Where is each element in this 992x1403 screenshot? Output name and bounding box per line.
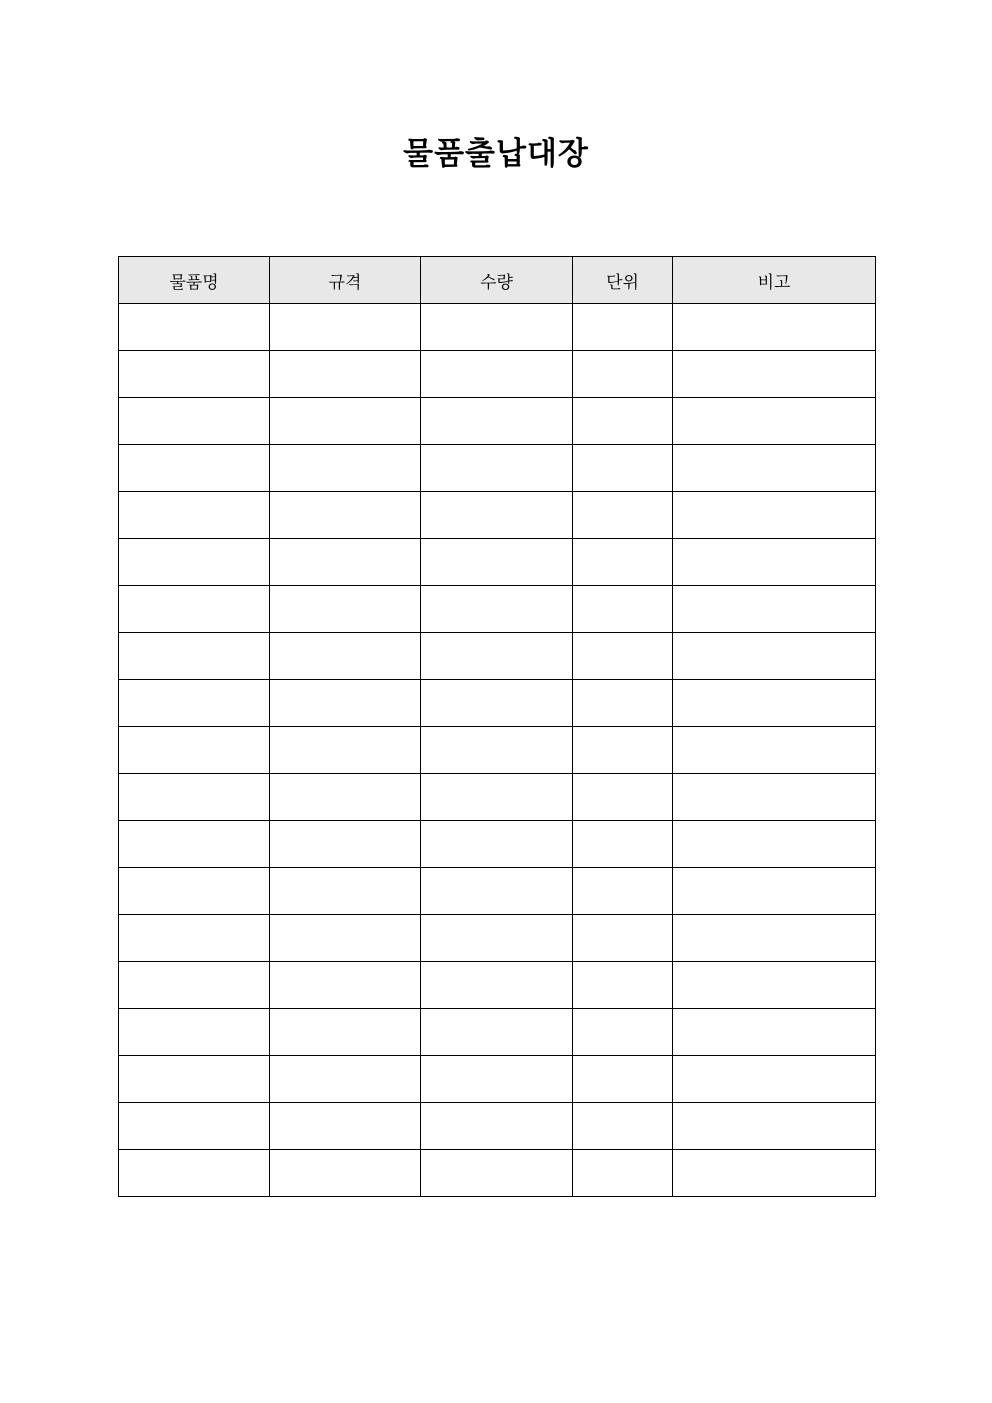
cell-quantity[interactable] [421, 1056, 573, 1103]
cell-spec[interactable] [270, 680, 421, 727]
table-row [119, 1056, 876, 1103]
cell-spec[interactable] [270, 351, 421, 398]
cell-spec[interactable] [270, 492, 421, 539]
cell-remarks[interactable] [673, 774, 876, 821]
cell-item-name[interactable] [119, 821, 270, 868]
cell-spec[interactable] [270, 445, 421, 492]
cell-unit[interactable] [573, 1103, 673, 1150]
cell-quantity[interactable] [421, 962, 573, 1009]
cell-unit[interactable] [573, 539, 673, 586]
cell-remarks[interactable] [673, 962, 876, 1009]
cell-unit[interactable] [573, 774, 673, 821]
column-header-quantity: 수량 [421, 257, 573, 304]
cell-quantity[interactable] [421, 445, 573, 492]
cell-spec[interactable] [270, 1103, 421, 1150]
page-title: 물품출납대장 [403, 136, 589, 172]
cell-unit[interactable] [573, 868, 673, 915]
cell-unit[interactable] [573, 915, 673, 962]
cell-remarks[interactable] [673, 868, 876, 915]
cell-quantity[interactable] [421, 868, 573, 915]
table-row [119, 492, 876, 539]
cell-spec[interactable] [270, 633, 421, 680]
table-row [119, 351, 876, 398]
cell-quantity[interactable] [421, 774, 573, 821]
cell-item-name[interactable] [119, 915, 270, 962]
cell-item-name[interactable] [119, 445, 270, 492]
cell-item-name[interactable] [119, 1150, 270, 1197]
column-header-remarks: 비고 [673, 257, 876, 304]
cell-remarks[interactable] [673, 633, 876, 680]
header-row [119, 257, 876, 304]
cell-unit[interactable] [573, 398, 673, 445]
cell-quantity[interactable] [421, 680, 573, 727]
cell-spec[interactable] [270, 1056, 421, 1103]
column-header-item-name: 물품명 [119, 257, 270, 304]
cell-spec[interactable] [270, 1150, 421, 1197]
table-row [119, 445, 876, 492]
cell-item-name[interactable] [119, 351, 270, 398]
cell-unit[interactable] [573, 492, 673, 539]
table-row [119, 774, 876, 821]
cell-item-name[interactable] [119, 868, 270, 915]
cell-unit[interactable] [573, 1056, 673, 1103]
cell-remarks[interactable] [673, 351, 876, 398]
cell-unit[interactable] [573, 351, 673, 398]
cell-remarks[interactable] [673, 445, 876, 492]
cell-item-name[interactable] [119, 1009, 270, 1056]
cell-item-name[interactable] [119, 774, 270, 821]
cell-remarks[interactable] [673, 492, 876, 539]
table-row [119, 680, 876, 727]
cell-spec[interactable] [270, 868, 421, 915]
cell-quantity[interactable] [421, 1103, 573, 1150]
cell-quantity[interactable] [421, 304, 573, 351]
cell-remarks[interactable] [673, 398, 876, 445]
cell-remarks[interactable] [673, 915, 876, 962]
cell-remarks[interactable] [673, 727, 876, 774]
cell-remarks[interactable] [673, 1150, 876, 1197]
cell-quantity[interactable] [421, 821, 573, 868]
cell-unit[interactable] [573, 727, 673, 774]
cell-quantity[interactable] [421, 351, 573, 398]
cell-spec[interactable] [270, 821, 421, 868]
cell-spec[interactable] [270, 962, 421, 1009]
cell-item-name[interactable] [119, 304, 270, 351]
table-row [119, 1009, 876, 1056]
cell-spec[interactable] [270, 586, 421, 633]
cell-unit[interactable] [573, 1009, 673, 1056]
cell-unit[interactable] [573, 821, 673, 868]
table-row [119, 821, 876, 868]
cell-remarks[interactable] [673, 1009, 876, 1056]
cell-quantity[interactable] [421, 492, 573, 539]
cell-remarks[interactable] [673, 539, 876, 586]
cell-item-name[interactable] [119, 680, 270, 727]
cell-remarks[interactable] [673, 304, 876, 351]
table-row [119, 915, 876, 962]
table-row [119, 539, 876, 586]
cell-unit[interactable] [573, 445, 673, 492]
cell-item-name[interactable] [119, 1056, 270, 1103]
table-row [119, 1150, 876, 1197]
cell-remarks[interactable] [673, 1103, 876, 1150]
cell-spec[interactable] [270, 539, 421, 586]
cell-item-name[interactable] [119, 1103, 270, 1150]
table-row [119, 398, 876, 445]
cell-item-name[interactable] [119, 962, 270, 1009]
cell-quantity[interactable] [421, 915, 573, 962]
table-row [119, 1103, 876, 1150]
table-row [119, 868, 876, 915]
cell-quantity[interactable] [421, 1150, 573, 1197]
cell-quantity[interactable] [421, 633, 573, 680]
cell-quantity[interactable] [421, 1009, 573, 1056]
cell-spec[interactable] [270, 1009, 421, 1056]
cell-spec[interactable] [270, 727, 421, 774]
table-row [119, 633, 876, 680]
ledger-body [119, 304, 876, 1197]
cell-spec[interactable] [270, 915, 421, 962]
column-header-spec: 규격 [270, 257, 421, 304]
cell-item-name[interactable] [119, 633, 270, 680]
cell-quantity[interactable] [421, 539, 573, 586]
ledger-table [118, 256, 876, 1197]
cell-spec[interactable] [270, 398, 421, 445]
cell-item-name[interactable] [119, 492, 270, 539]
cell-quantity[interactable] [421, 586, 573, 633]
table-row [119, 962, 876, 1009]
cell-unit[interactable] [573, 962, 673, 1009]
cell-item-name[interactable] [119, 727, 270, 774]
table-row [119, 586, 876, 633]
cell-spec[interactable] [270, 774, 421, 821]
cell-spec[interactable] [270, 304, 421, 351]
table-row [119, 727, 876, 774]
cell-item-name[interactable] [119, 398, 270, 445]
cell-unit[interactable] [573, 680, 673, 727]
cell-unit[interactable] [573, 304, 673, 351]
cell-item-name[interactable] [119, 586, 270, 633]
cell-unit[interactable] [573, 586, 673, 633]
cell-quantity[interactable] [421, 727, 573, 774]
cell-unit[interactable] [573, 633, 673, 680]
cell-item-name[interactable] [119, 539, 270, 586]
cell-remarks[interactable] [673, 821, 876, 868]
cell-remarks[interactable] [673, 680, 876, 727]
table-row [119, 304, 876, 351]
cell-unit[interactable] [573, 1150, 673, 1197]
cell-quantity[interactable] [421, 398, 573, 445]
cell-remarks[interactable] [673, 1056, 876, 1103]
cell-remarks[interactable] [673, 586, 876, 633]
column-header-unit: 단위 [573, 257, 673, 304]
